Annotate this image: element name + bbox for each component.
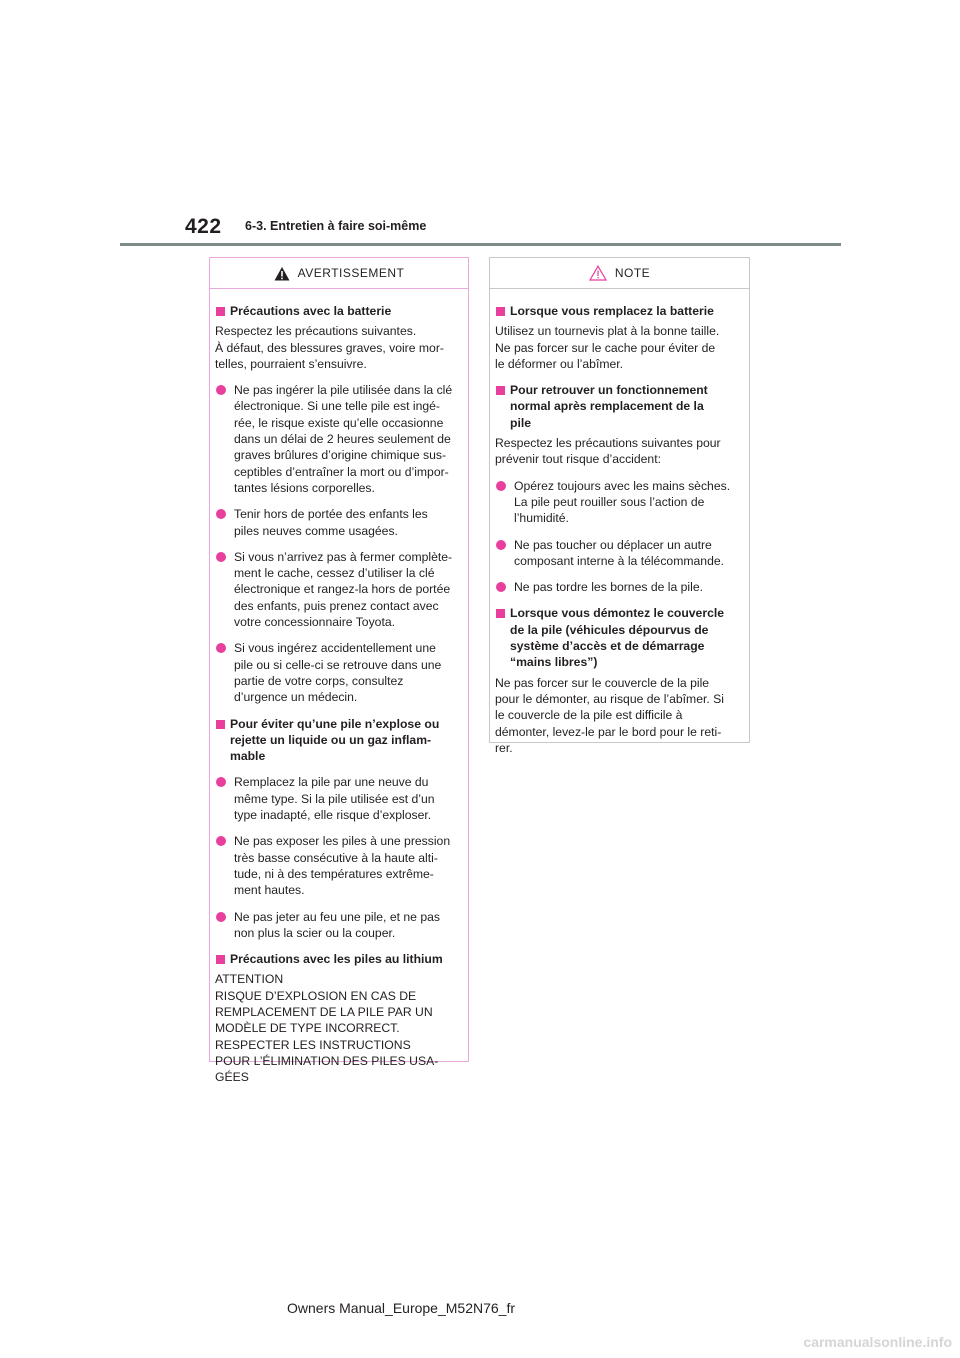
subheading: Lorsque vous démontez le couvercle de la pile (véhicules dépourvus de système d’accès et de démarrage “mains libres”): [495, 605, 744, 670]
subheading: Lorsque vous remplacez la batterie: [495, 303, 744, 319]
bullet-item: Si vous n’arrivez pas à fermer complète- ment le cache, cessez d’utiliser la clé électronique et rangez-la hors de portée des enfants, puis prenez contact avec votre concessionnaire Toyota.: [215, 549, 463, 630]
warning-triangle-icon: [274, 266, 290, 281]
warning-box: [209, 257, 469, 1085]
subheading: Précautions avec les piles au lithium: [215, 951, 463, 967]
header-rule: [120, 243, 841, 246]
bullet-item: Remplacez la pile par une neuve du même type. Si la pile utilisée est d’un type inadapté, elle risque d’exploser.: [215, 774, 463, 823]
paragraph: Utilisez un tournevis plat à la bonne taille. Ne pas forcer sur le cache pour éviter de le déformer ou l’abîmer.: [495, 324, 720, 371]
paragraph: Respectez les précautions suivantes. À défaut, des blessures graves, voire mor- telles, pourraient s’ensuivre.: [215, 324, 444, 371]
section-title: 6-3. Entretien à faire soi-même: [245, 219, 427, 233]
subheading: Précautions avec la batterie: [215, 303, 463, 319]
bullet-item: Opérez toujours avec les mains sèches. La pile peut rouiller sous l’action de l’humidité.: [495, 478, 744, 527]
subheading: Pour retrouver un fonctionnement normal après remplacement de la pile: [495, 382, 744, 431]
note-box-title: NOTE: [614, 266, 651, 280]
warning-box-body: [210, 289, 468, 1085]
warning-box-header: [210, 258, 468, 289]
bullet-item: Si vous ingérez accidentellement une pile ou si celle-ci se retrouve dans une partie de votre corps, consultez d’urgence un médecin.: [215, 640, 463, 705]
paragraph: ATTENTION RISQUE D’EXPLOSION EN CAS DE REMPLACEMENT DE LA PILE PAR UN MODÈLE DE TYPE INCORRECT. RESPECTER LES INSTRUCTIONS POUR L’ÉLIMINATION DES PILES USA- GÉES: [215, 972, 439, 1085]
note-box-body: [490, 289, 749, 756]
bullet-item: Ne pas exposer les piles à une pression très basse consécutive à la haute alti- tude, ni à des températures extrême- ment hautes.: [215, 833, 463, 898]
bullet-item: Ne pas tordre les bornes de la pile.: [495, 579, 744, 595]
bullet-item: Ne pas ingérer la pile utilisée dans la clé électronique. Si une telle pile est ingé- rée, le risque existe qu’elle occasionne dans un délai de 2 heures seulement de graves brûlures d’origine chimique sus- ceptibles d’entraîner la mort ou d’impor- tantes lésions corporelles.: [215, 382, 463, 496]
paragraph: Ne pas forcer sur le couvercle de la pile pour le démonter, au risque de l’abîmer. Si le couvercle de la pile est difficile à démonter, levez-le par le bord pour le reti- rer.: [495, 675, 724, 755]
page-number: 422: [185, 215, 222, 238]
caution-outline-icon: [589, 265, 607, 281]
subheading: Pour éviter qu’une pile n’explose ou rejette un liquide ou un gaz inflam- mable: [215, 716, 463, 765]
bullet-item: Ne pas toucher ou déplacer un autre composant interne à la télécommande.: [495, 537, 744, 570]
warning-box-title: AVERTISSEMENT: [297, 266, 405, 280]
watermark: carmanualsonline.info: [803, 1334, 952, 1350]
bullet-item: Tenir hors de portée des enfants les piles neuves comme usagées.: [215, 506, 463, 539]
bullet-item: Ne pas jeter au feu une pile, et ne pas non plus la scier ou la couper.: [215, 909, 463, 942]
footer-manual-id: Owners Manual_Europe_M52N76_fr: [287, 1300, 516, 1316]
note-box: [489, 257, 750, 755]
paragraph: Respectez les précautions suivantes pour prévenir tout risque d’accident:: [495, 436, 721, 467]
note-box-header: [490, 258, 749, 289]
